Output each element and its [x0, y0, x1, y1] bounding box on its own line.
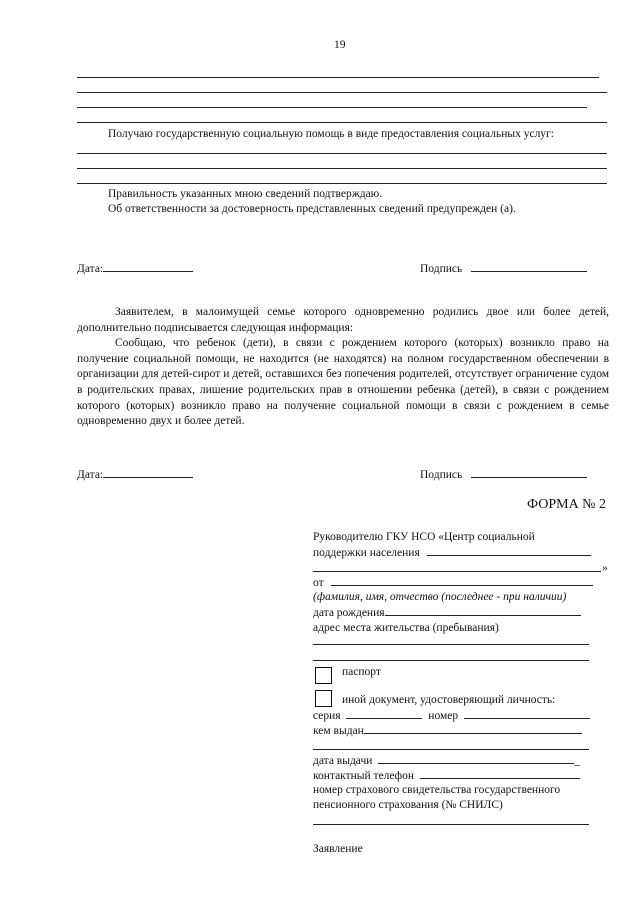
series-number-row — [313, 708, 590, 723]
signature-label: Подпись — [420, 469, 463, 481]
phone-label: контактный телефон — [313, 770, 415, 782]
snils-field[interactable] — [313, 824, 589, 825]
address-field[interactable] — [313, 660, 589, 661]
date-field[interactable] — [103, 261, 193, 272]
signature-label: Подпись — [420, 263, 463, 275]
snils-line-2: пенсионного страхования (№ СНИЛС) — [313, 799, 503, 811]
from-row — [313, 575, 593, 590]
issued-by-field-cont[interactable] — [313, 749, 589, 750]
issue-date-field[interactable] — [378, 753, 574, 764]
other-document-checkbox[interactable] — [315, 690, 332, 707]
date-field[interactable] — [103, 467, 193, 478]
page-number: 19 — [334, 39, 346, 51]
blank-line[interactable] — [77, 77, 599, 78]
issued-by-row — [313, 723, 582, 738]
signature-field[interactable] — [471, 467, 587, 478]
blank-line[interactable] — [77, 168, 607, 169]
signature-field[interactable] — [471, 261, 587, 272]
date-label: Дата: — [77, 469, 104, 481]
series-label: серия — [313, 710, 341, 722]
services-line: Получаю государственную социальную помощь в виде предоставления социальных услуг: — [108, 128, 554, 140]
fio-hint: (фамилия, имя, отчество (последнее - при наличии) — [313, 591, 567, 603]
addressee-line-1: Руководителю ГКУ НСО «Центр социальной — [313, 531, 535, 543]
addressee-line-2-row — [313, 545, 591, 560]
closing-quote: » — [602, 562, 608, 574]
passport-checkbox[interactable] — [315, 667, 332, 684]
series-field[interactable] — [346, 708, 422, 719]
center-name-field[interactable] — [427, 545, 591, 556]
birth-date-row — [313, 605, 581, 620]
issued-by-field[interactable] — [364, 723, 582, 734]
confirm-line: Правильность указанных мною сведений подтверждаю. — [108, 188, 383, 200]
fio-field[interactable] — [331, 575, 593, 586]
blank-line[interactable] — [77, 122, 607, 123]
date-row — [77, 261, 193, 276]
responsibility-line: Об ответственности за достоверность представленных сведений предупрежден (а). — [108, 203, 516, 215]
applicant-paragraph-1: Заявителем, в малоимущей семье которого одновременно родились двое или более детей, дополнительно подписывается следующая информация: — [77, 306, 609, 334]
phone-row — [313, 768, 580, 783]
issued-by-label: кем выдан — [313, 725, 364, 737]
birth-date-field[interactable] — [385, 605, 581, 616]
number-label: номер — [428, 710, 459, 722]
blank-line[interactable] — [77, 92, 607, 93]
blank-line[interactable] — [77, 107, 587, 108]
passport-label: паспорт — [342, 666, 381, 678]
blank-line[interactable] — [77, 183, 607, 184]
issue-date-label: дата выдачи — [313, 755, 373, 767]
birth-date-label: дата рождения — [313, 607, 385, 619]
issue-date-row — [313, 753, 580, 768]
addressee-line-2: поддержки населения — [313, 547, 420, 559]
signature-row — [420, 261, 587, 276]
blank-line[interactable] — [77, 153, 607, 154]
date-row-2 — [77, 467, 193, 482]
center-name-field-cont[interactable] — [313, 571, 601, 572]
number-field[interactable] — [464, 708, 590, 719]
issue-date-trail: _ — [574, 755, 581, 767]
phone-field[interactable] — [420, 768, 580, 779]
signature-row-2 — [420, 467, 587, 482]
other-document-label: иной документ, удостоверяющий личность: — [342, 694, 556, 706]
address-label: адрес места жительства (пребывания) — [313, 622, 499, 634]
statement-label: Заявление — [313, 843, 363, 855]
applicant-statement — [77, 305, 609, 430]
applicant-paragraph-2: Сообщаю, что ребенок (дети), в связи с рождением которого (которых) возникло право на получение социальной помощи, не находится (не находятся) на полном государственном обеспечении в организации для детей-сирот и детей, оставшихся без попечения родителей, отсутствует ограничение судом в родительских правах, лишение родительских прав в отношении ребенка (детей), в связи с рождением которого (которых) возникло право на получение социальной помощи в связи с рождением в семье одновременно двух и более детей. — [77, 337, 609, 428]
form-title: ФОРМА № 2 — [527, 497, 607, 512]
from-label: от — [313, 577, 324, 589]
address-field[interactable] — [313, 644, 589, 645]
date-label: Дата: — [77, 263, 104, 275]
snils-line-1: номер страхового свидетельства государственного — [313, 784, 561, 796]
